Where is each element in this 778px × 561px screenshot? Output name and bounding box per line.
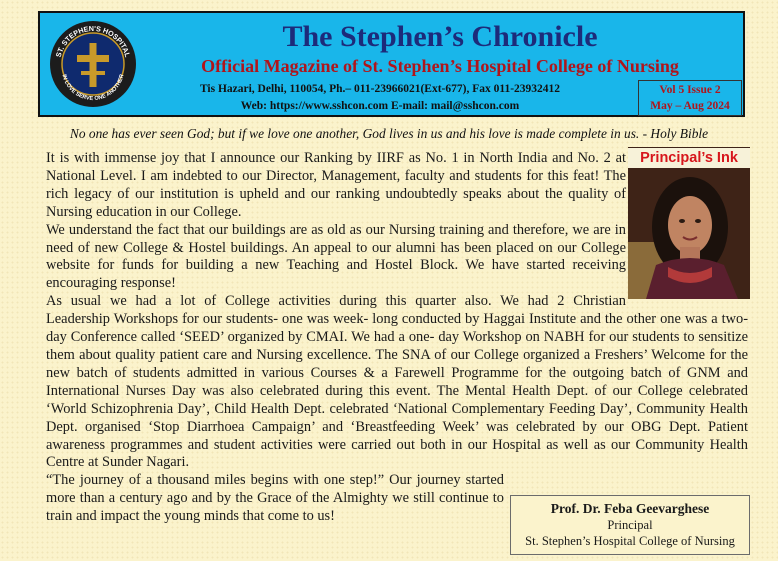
logo-text-bottom: IN LOVE SERVE ONE ANOTHER <box>60 73 126 103</box>
contact-block <box>170 81 590 115</box>
masthead-banner <box>38 11 745 117</box>
portrait-image <box>628 147 750 299</box>
magazine-title: The Stephen’s Chronicle <box>282 20 598 53</box>
web-email-line: Web: https://www.sshcon.com E-mail: mail@sshcon.com <box>240 100 520 112</box>
principal-role: Principal <box>607 518 653 532</box>
address-line: Tis Hazari, Delhi, 110054, Ph.– 011-23966021(Ext-677), Fax 011-23932412 <box>199 83 561 95</box>
paragraph-buildings: We understand the fact that our buildings are as old as our Nursing training and therefore, we are in need of new College & Hostel buildings. An appeal to our alumni has been placed on our College website for funds for building a new Teaching and Hostel Block. We have started receiving encouraging response! <box>46 221 626 292</box>
paragraph-ranking: It is with immense joy that I announce our Ranking by IIRF as No. 1 in North India and No. 2 at National Level. I am indebted to our Director, Management, faculty and students for this feat! The rich legacy of our institution is upheld and our ranking undoubtedly speaks about the quality of Nursing education in our College. <box>46 150 626 220</box>
bible-quote: No one has ever seen God; but if we love one another, God lives in us and his love is made complete in us. - Holy Bible <box>69 126 709 141</box>
principal-ink-label: Principal’s Ink <box>628 148 750 168</box>
logo-text-top: ST. STEPHEN'S HOSPITAL <box>53 23 133 59</box>
issue-period: May – Aug 2024 <box>650 100 730 112</box>
signature-box <box>510 495 750 555</box>
principal-name: Prof. Dr. Feba Geevarghese <box>550 501 710 516</box>
college-name: St. Stephen’s Hospital College of Nursing <box>525 534 735 548</box>
principal-photo <box>628 147 750 299</box>
paragraph-activities-start: As usual we had a lot of College activities during this quarter also. We had 2 Christian <box>46 293 626 310</box>
magazine-subtitle: Official Magazine of St. Stephen’s Hospital College of Nursing <box>201 56 679 76</box>
paragraph-closing: “The journey of a thousand miles begins with one step!” Our journey started more than a century ago and by the Grace of the Almighty we still continue to train and impact the young minds that come to us! <box>46 472 504 525</box>
issue-box <box>638 80 742 116</box>
hospital-seal-icon <box>48 19 138 109</box>
paragraph-activities: Leadership Workshops for our students- one was week- long conducted by Haggai Institute and the other one was a two- day Conference called ‘SEED’ organized by CMAI. We had a one- day Workshop on NABH for our students to sensitize them about quality patient care and Nursing excellence. The SNA of our College organized a Freshers’ Welcome for the new batch of students admitted in various Courses & a Farewell Programme for the outgoing batch of GNM and International Nurses Day was also celebrated during this event. The Mental Health Dept. of our College celebrated ‘World Schizophrenia Day’, Child Health Dept. celebrated ‘National Complementary Feeding Day’, Community Health Dept. organised ‘Stop Diarrhoea Campaign’ and ‘Breastfeeding Week’ was celebrated by our OBG Dept. Patient awareness programmes and student activities were carried out both in our Hospital as well as our Community Health Centre at Sunder Nagari. <box>46 311 748 471</box>
issue-number: Vol 5 Issue 2 <box>659 84 721 96</box>
